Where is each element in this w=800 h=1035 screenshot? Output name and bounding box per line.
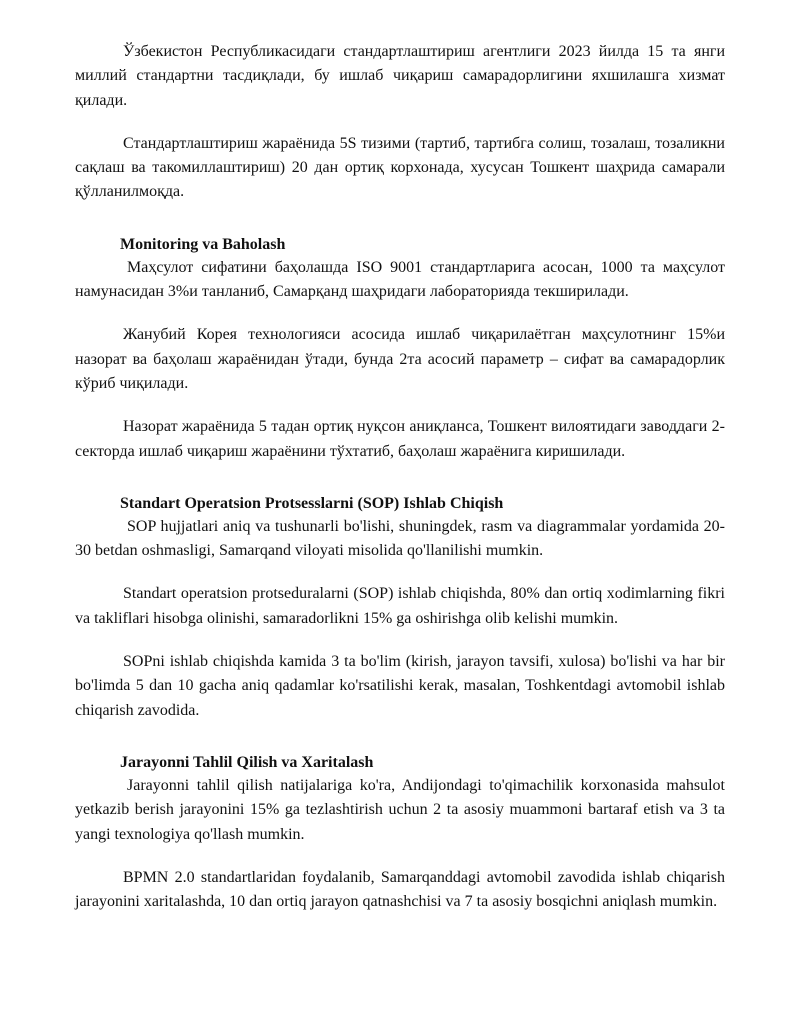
section-spacer (75, 483, 725, 489)
intro-paragraph-2: Стандартлаштириш жараёнида 5S тизими (тартиб, тартибга солиш, тозалаш, тозаликни сақлаш ва такомиллаштириш) 20 дан ортиқ корхонада, хусусан Тошкент шаҳрида самарали қўлланилмоқда. (75, 134, 725, 201)
process-heading: Jarayonni Tahlil Qilish va Xaritalash (120, 753, 374, 771)
sop-paragraph-2: Standart operatsion protseduralarni (SOP) ishlab chiqishda, 80% dan ortiq xodimlarning fikri va takliflari hisobga olinishi, samaradorlikni 15% ga oshirishga olib kelishi mumkin. (75, 585, 725, 627)
monitoring-paragraph-2: Жанубий Корея технологияси асосида ишлаб чиқарилаётган маҳсулотнинг 15%и назорат ва баҳолаш жараёнидан ўтади, бунда 2та асосий параметр – сифат ва самарадорлик кўриб чиқилади. (75, 326, 725, 392)
sop-paragraph-1: SOP hujjatlari aniq va tushunarli bo'lishi, shuningdek, rasm va diagrammalar yordamida 20-30 betdan oshmasligi, Samarqand viloyati misolida qo'llanilishi mumkin. (75, 517, 725, 560)
sop-heading: Standart Operatsion Protsesslarni (SOP) Ishlab Chiqish (120, 494, 504, 512)
section-spacer (75, 742, 725, 748)
sop-paragraph-3: SOPni ishlab chiqishda kamida 3 ta bo'lim (kirish, jarayon tavsifi, xulosa) bo'lishi va har bir bo'limda 5 dan 10 gacha aniq qadamlar ko'rsatilishi kerak, masalan, Toshkentdagi avtomobil ishlab chiqarish zavodida. (75, 653, 725, 719)
process-paragraph-2: BPMN 2.0 standartlaridan foydalanib, Samarqanddagi avtomobil zavodida ishlab chiqarish jarayonini xaritalashda, 10 dan ortiq jarayon qatnashchisi va 7 ta asosiy bosqichni aniqlash mumkin. (75, 868, 725, 911)
monitoring-heading: Monitoring va Baholash (120, 235, 286, 253)
process-paragraph-1: Jarayonni tahlil qilish natijalariga ko'ra, Andijondagi to'qimachilik korxonasida mahsulot yetkazib berish jarayonini 15% ga tezlashtirish uchun 2 ta asosiy muammoni bartaraf etish va 3 ta yangi texnologiya qo'llash mumkin. (75, 776, 725, 843)
section-spacer (75, 224, 725, 230)
intro-paragraph-1: Ўзбекистон Республикасидаги стандартлаштириш агентлиги 2023 йилда 15 та янги миллий стандартни тасдиқлади, бу ишлаб чиқариш самарадорлигини яхшилашга хизмат қилади. (75, 43, 725, 109)
monitoring-paragraph-3: Назорат жараёнида 5 тадан ортиқ нуқсон аниқланса, Тошкент вилоятидаги заводдаги 2-секторда ишлаб чиқариш жараёнини тўхтатиб, баҳолаш жараёнига киришилади. (75, 418, 725, 460)
document-page (75, 40, 725, 933)
monitoring-paragraph-1: Маҳсулот сифатини баҳолашда ISO 9001 стандартларига асосан, 1000 та маҳсулот намунасидан 3%и танланиб, Самарқанд шаҳридаги лабораторияда текширилади. (75, 258, 725, 301)
